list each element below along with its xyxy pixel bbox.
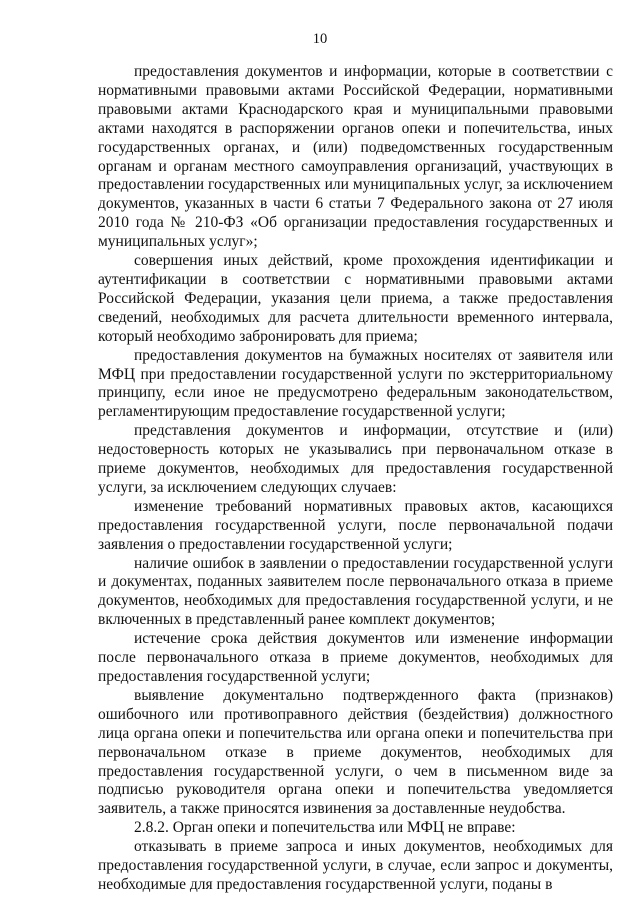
paragraph: наличие ошибок в заявлении о предоставлении государственной услуги и документах, поданных заявителем после первоначального отказа в приеме документов, необходимых для предоставления государственной услуги, и не включенных в представленный ранее комплект документов; bbox=[98, 554, 613, 629]
paragraph: предоставления документов и информации, которые в соответствии с нормативными правовыми актами Российской Федерации, нормативными правовыми актами Краснодарского края и муниципальными правовыми актами находятся в распоряжении органов опеки и попечительства, иных государственных органах, и (или) подведомственных государственным органам и органам местного самоуправления организаций, участвующих в предоставлении государственных или муниципальных услуг, за исключением документов, указанных в части 6 статьи 7 Федерального закона от 27 июля 2010 года № 210-ФЗ «Об организации предоставления государственных и муниципальных услуг»; bbox=[98, 63, 613, 251]
page-number: 10 bbox=[312, 31, 328, 47]
section-heading: 2.8.2. Орган опеки и попечительства или МФЦ не вправе: bbox=[134, 819, 516, 837]
paragraph: истечение срока действия документов или изменение информации после первоначального отказа в приеме документов, необходимых для предоставления государственной услуги; bbox=[98, 630, 613, 685]
document-body bbox=[98, 63, 613, 895]
paragraph: предоставления документов на бумажных носителях от заявителя или МФЦ при предоставлении государственной услуги по экстерриториальному принципу, если иное не предусмотрено федеральным законодательством, регламентирующим предоставление государственной услуги; bbox=[98, 346, 613, 421]
paragraph: совершения иных действий, кроме прохождения идентификации и аутентификации в соответствии с нормативными правовыми актами Российской Федерации, указания цели приема, а также предоставления сведений, необходимых для расчета длительности временного интервала, который необходимо забронировать для приема; bbox=[98, 252, 613, 345]
paragraph: выявление документально подтвержденного факта (признаков) ошибочного или противоправного действия (бездействия) должностного лица органа опеки и попечительства или органа опеки и попечительства при первоначальном отказе в приеме документов, необходимых для предоставления государственной услуги, о чем в письменном виде за подписью руководителя органа опеки и попечительства уведомляется заявитель, а также приносятся извинения за доставленные неудобства. bbox=[98, 686, 613, 818]
paragraph: изменение требований нормативных правовых актов, касающихся предоставления государственной услуги, после первоначальной подачи заявления о предоставлении государственной услуги; bbox=[98, 497, 613, 553]
paragraph: представления документов и информации, отсутствие и (или) недостоверность которых не указывались при первоначальном отказе в приеме документов, необходимых для предоставления государственной услуги, за исключением следующих случаев: bbox=[98, 422, 613, 496]
paragraph: отказывать в приеме запроса и иных документов, необходимых для предоставления государственной услуги, в случае, если запрос и документы, необходимые для предоставления государственной услуги, поданы в bbox=[98, 838, 613, 893]
